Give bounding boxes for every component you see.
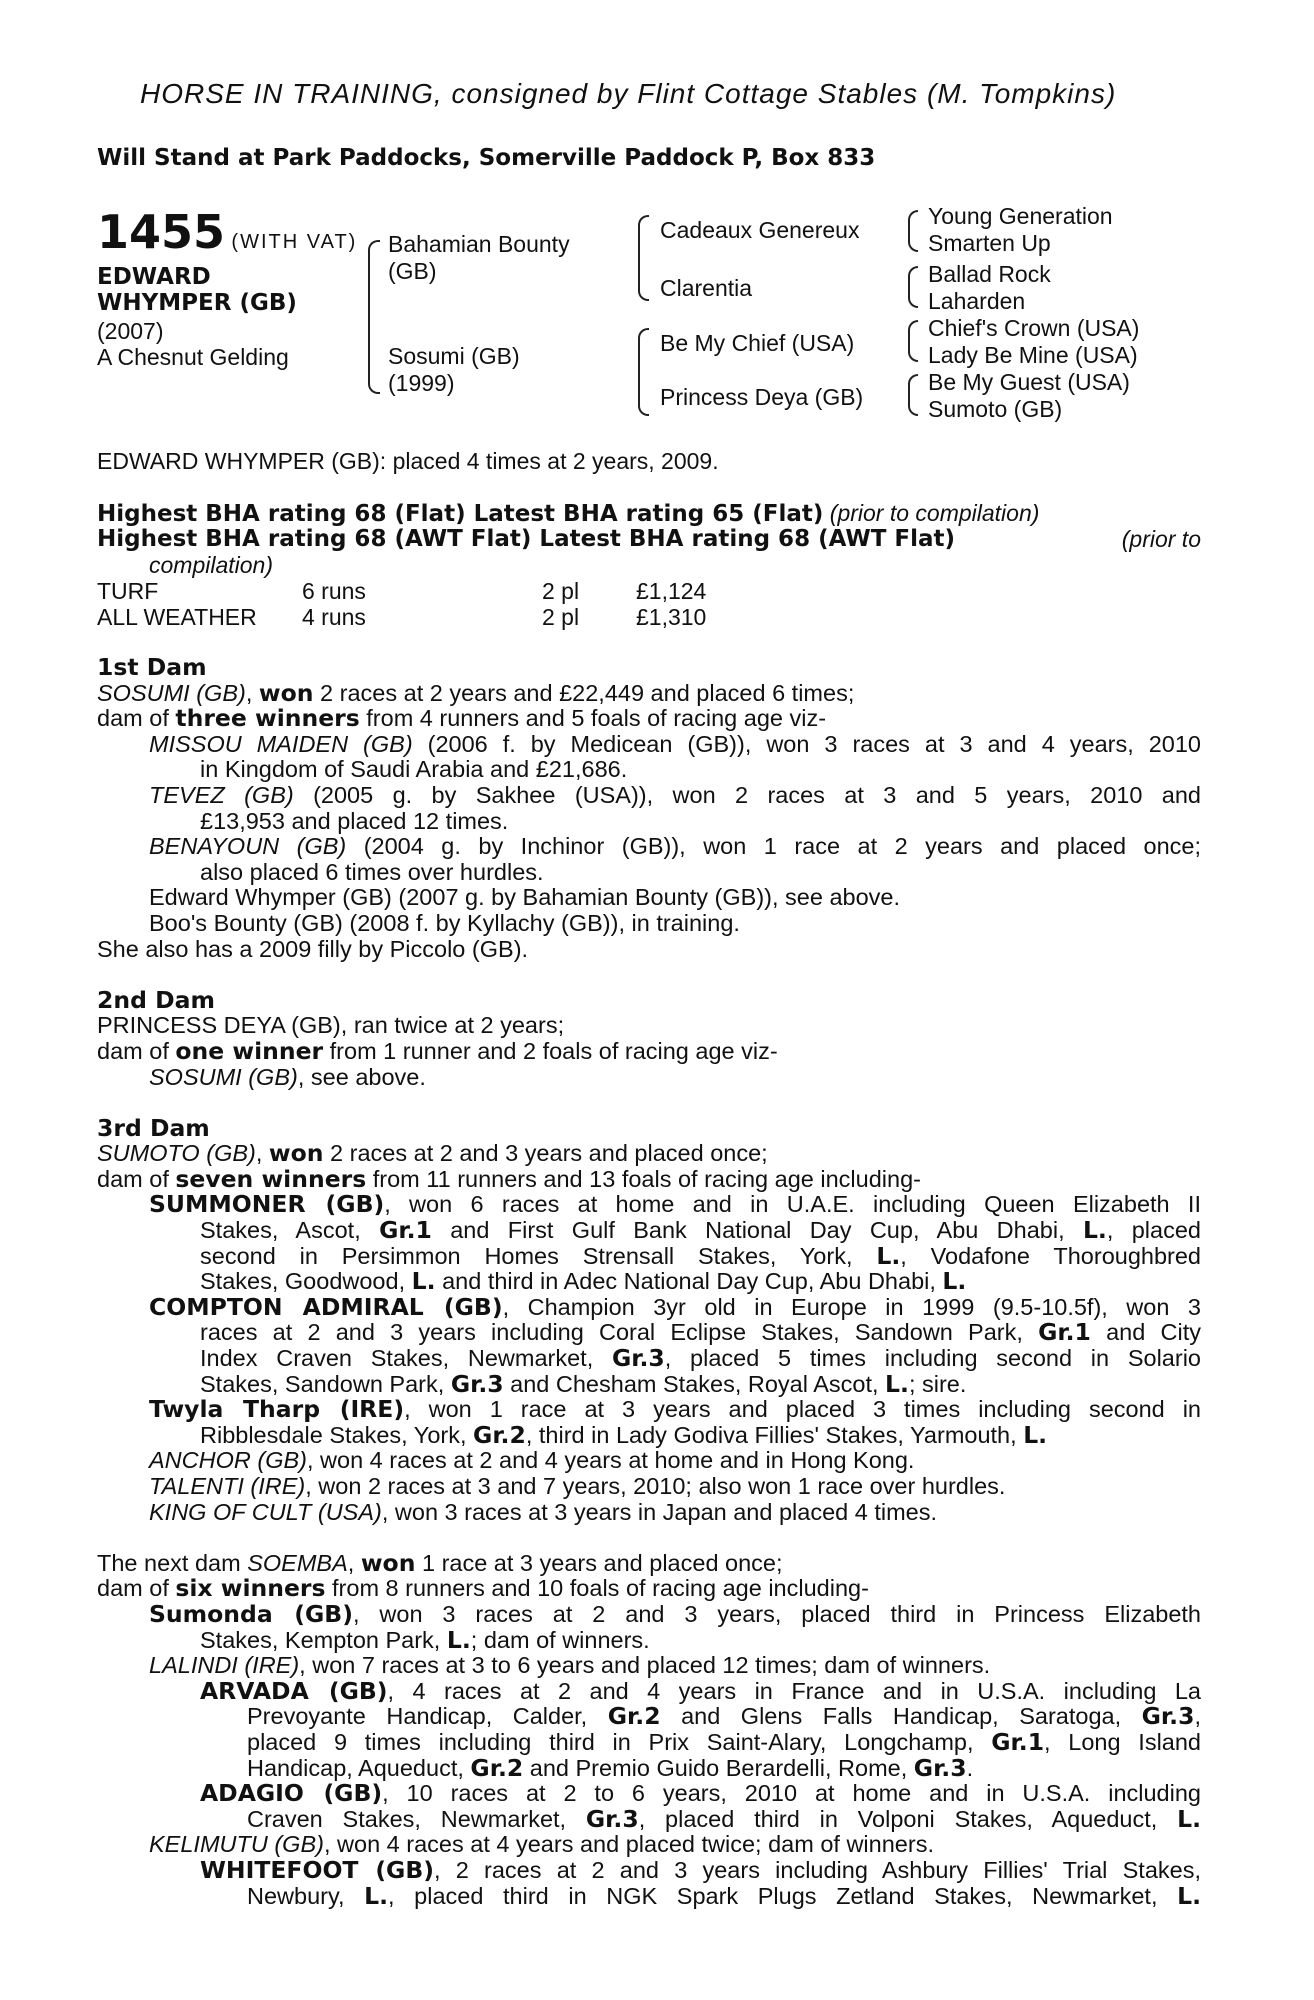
stat-turf-label: TURF xyxy=(97,578,159,604)
pedigree-sire: Bahamian Bounty xyxy=(388,231,570,257)
second-dam-produce: dam of one winner from 1 runner and 2 foals of racing age viz- xyxy=(97,1036,778,1065)
pedigree-brace-sire xyxy=(638,215,649,301)
produce-missou-maiden: MISSOU MAIDEN (GB) (2006 f. by Medicean (GB)), won 3 races at 3 and 4 years, 2010 xyxy=(149,730,1201,757)
stat-aw-placed: 2 pl xyxy=(542,604,580,630)
race-summary: EDWARD WHYMPER (GB): placed 4 times at 2 years, 2009. xyxy=(97,448,719,474)
stat-turf-amount: £1,124 xyxy=(636,578,707,604)
stat-aw-runs: 4 runs xyxy=(302,604,366,630)
pedigree-brace-g3 xyxy=(908,320,918,362)
pedigree-gg1: Young Generation xyxy=(928,203,1113,229)
page-header: HORSE IN TRAINING, consigned by Flint Cottage Stables (M. Tompkins) xyxy=(140,78,1117,109)
second-dam-line: PRINCESS DEYA (GB), ran twice at 2 years; xyxy=(97,1012,565,1039)
next-dam-line: The next dam SOEMBA, won 1 race at 3 years and placed once; xyxy=(97,1548,783,1577)
third-dam-line: SUMOTO (GB), won 2 races at 2 and 3 years and placed once; xyxy=(97,1139,768,1168)
arvada-line4: Handicap, Aqueduct, Gr.2 and Premio Guido Berardelli, Rome, Gr.3. xyxy=(247,1753,974,1782)
produce-tevez: TEVEZ (GB) (2005 g. by Sakhee (USA)), won 2 races at 3 and 5 years, 2010 and xyxy=(149,781,1201,808)
summoner-line3: second in Persimmon Homes Strensall Stakes, York, L., Vodafone Thoroughbred xyxy=(200,1241,1202,1270)
pedigree-brace-g4 xyxy=(908,374,918,416)
produce-tevez-cont: £13,953 and placed 12 times. xyxy=(200,807,509,834)
vat-label: (WITH VAT) xyxy=(231,231,358,253)
arvada-line2: Prevoyante Handicap, Calder, Gr.2 and Glens Falls Handicap, Saratoga, Gr.3, xyxy=(247,1702,1201,1731)
adagio-line1: ADAGIO (GB), 10 races at 2 to 6 years, 2010 at home and in U.S.A. including xyxy=(200,1779,1201,1808)
first-dam-note: She also has a 2009 filly by Piccolo (GB). xyxy=(97,935,529,962)
pedigree-brace-g1 xyxy=(908,210,918,252)
horse-name-line2: WHYMPER (GB) xyxy=(97,290,297,316)
second-dam-heading: 2nd Dam xyxy=(97,985,215,1014)
pedigree-gg8: Sumoto (GB) xyxy=(928,396,1063,422)
rating-flat-text: Highest BHA rating 68 (Flat) Latest BHA rating 65 (Flat) xyxy=(97,501,824,527)
king-of-cult-line: KING OF CULT (USA), won 3 races at 3 years in Japan and placed 4 times. xyxy=(149,1498,938,1525)
produce-benayoun: BENAYOUN (GB) (2004 g. by Inchinor (GB)), won 1 race at 2 years and placed once; xyxy=(149,833,1202,860)
compton-line4: Stakes, Sandown Park, Gr.3 and Chesham Stakes, Royal Ascot, L.; sire. xyxy=(200,1369,967,1398)
arvada-line1: ARVADA (GB), 4 races at 2 and 4 years in France and in U.S.A. including La xyxy=(200,1676,1201,1705)
first-dam-produce: dam of three winners from 4 runners and 5 foals of racing age viz- xyxy=(97,704,827,733)
pedigree-dam: Sosumi (GB) xyxy=(388,343,520,369)
anchor-line: ANCHOR (GB), won 4 races at 2 and 4 years at home and in Hong Kong. xyxy=(149,1447,915,1474)
stand-location: Will Stand at Park Paddocks, Somerville Paddock P, Box 833 xyxy=(97,145,876,171)
lot-number-line xyxy=(97,205,358,259)
pedigree-dam-dam: Princess Deya (GB) xyxy=(660,384,864,410)
stat-aw-amount: £1,310 xyxy=(636,604,707,630)
pedigree-gg7: Be My Guest (USA) xyxy=(928,369,1130,395)
pedigree-dam-sire: Be My Chief (USA) xyxy=(660,330,855,356)
summoner-line4: Stakes, Goodwood, L. and third in Adec National Day Cup, Abu Dhabi, L. xyxy=(200,1267,967,1296)
talenti-line: TALENTI (IRE), won 2 races at 3 and 7 years, 2010; also won 1 race over hurdles. xyxy=(149,1473,1006,1499)
produce-missou-maiden-cont: in Kingdom of Saudi Arabia and £21,686. xyxy=(200,756,628,783)
stat-aw-label: ALL WEATHER xyxy=(97,604,257,630)
rating-awt-note-cont: compilation) xyxy=(149,552,273,578)
pedigree-gg5: Chief's Crown (USA) xyxy=(928,315,1140,341)
third-dam-produce: dam of seven winners from 11 runners and 13 foals of racing age including- xyxy=(97,1164,921,1193)
second-dam-sosumi: SOSUMI (GB), see above. xyxy=(149,1063,426,1090)
whitefoot-line2: Newbury, L., placed third in NGK Spark Plugs Zetland Stakes, Newmarket, L. xyxy=(247,1881,1201,1910)
adagio-line2: Craven Stakes, Newmarket, Gr.3, placed third in Volponi Stakes, Aqueduct, L. xyxy=(247,1804,1201,1833)
pedigree-dam-year: (1999) xyxy=(388,370,455,396)
third-dam-heading: 3rd Dam xyxy=(97,1113,210,1142)
compton-line1: COMPTON ADMIRAL (GB), Champion 3yr old in Europe in 1999 (9.5-10.5f), won 3 xyxy=(149,1292,1201,1321)
twyla-line1: Twyla Tharp (IRE), won 1 race at 3 years and placed 3 times including second in xyxy=(149,1395,1202,1424)
pedigree-sire-sire: Cadeaux Genereux xyxy=(660,217,860,243)
summoner-line2: Stakes, Ascot, Gr.1 and First Gulf Bank National Day Cup, Abu Dhabi, L., placed xyxy=(200,1216,1201,1245)
arvada-line3: placed 9 times including third in Prix Saint-Alary, Longchamp, Gr.1, Long Island xyxy=(247,1727,1201,1756)
horse-name-line1: EDWARD xyxy=(97,264,211,290)
stat-turf-runs: 6 runs xyxy=(302,578,366,604)
rating-awt-note: (prior to xyxy=(1121,526,1201,552)
sumonda-line1: Sumonda (GB), won 3 races at 2 and 3 years, placed third in Princess Elizabeth xyxy=(149,1599,1202,1628)
compton-line2: races at 2 and 3 years including Coral Eclipse Stakes, Sandown Park, Gr.1 and City xyxy=(200,1318,1201,1347)
pedigree-sire-dam: Clarentia xyxy=(660,275,753,301)
horse-year: (2007) xyxy=(97,318,164,344)
rating-flat xyxy=(97,500,1039,527)
lalindi-line: LALINDI (IRE), won 7 races at 3 to 6 years and placed 12 times; dam of winners. xyxy=(149,1652,991,1679)
produce-benayoun-cont: also placed 6 times over hurdles. xyxy=(200,858,544,885)
pedigree-gg6: Lady Be Mine (USA) xyxy=(928,342,1138,368)
twyla-line2: Ribblesdale Stakes, York, Gr.2, third in Lady Godiva Fillies' Stakes, Yarmouth, L. xyxy=(200,1420,1048,1449)
dam-history xyxy=(97,655,1201,1909)
stat-turf-placed: 2 pl xyxy=(542,578,580,604)
rating-awt-text: Highest BHA rating 68 (AWT Flat) Latest BHA rating 68 (AWT Flat) xyxy=(97,526,956,552)
first-dam-heading: 1st Dam xyxy=(97,653,207,681)
next-dam-produce: dam of six winners from 8 runners and 10 foals of racing age including- xyxy=(97,1574,869,1603)
lot-number: 1455 xyxy=(97,205,226,259)
rating-flat-note: (prior to compilation) xyxy=(829,500,1040,526)
first-dam-line: SOSUMI (GB), won 2 races at 2 years and £22,449 and placed 6 times; xyxy=(97,678,855,707)
rating-awt xyxy=(97,526,1201,552)
summoner-line1: SUMMONER (GB), won 6 races at home and in U.A.E. including Queen Elizabeth II xyxy=(149,1190,1201,1219)
pedigree-gg2: Smarten Up xyxy=(928,230,1051,256)
pedigree-brace-dam xyxy=(638,328,649,416)
pedigree-gg3: Ballad Rock xyxy=(928,261,1051,287)
pedigree-brace-main xyxy=(368,240,380,394)
horse-description: A Chesnut Gelding xyxy=(97,344,289,370)
compton-line3: Index Craven Stakes, Newmarket, Gr.3, placed 5 times including second in Solario xyxy=(200,1344,1201,1373)
pedigree-brace-g2 xyxy=(908,266,918,308)
kelimutu-line: KELIMUTU (GB), won 4 races at 4 years and placed twice; dam of winners. xyxy=(149,1831,934,1858)
whitefoot-line1: WHITEFOOT (GB), 2 races at 2 and 3 years including Ashbury Fillies' Trial Stakes, xyxy=(200,1855,1201,1884)
produce-edward-whymper: Edward Whymper (GB) (2007 g. by Bahamian Bounty (GB)), see above. xyxy=(149,884,901,911)
pedigree-gg4: Laharden xyxy=(928,288,1026,314)
produce-boos-bounty: Boo's Bounty (GB) (2008 f. by Kyllachy (GB)), in training. xyxy=(149,909,740,936)
pedigree-sire-suffix: (GB) xyxy=(388,258,437,284)
sumonda-line2: Stakes, Kempton Park, L.; dam of winners. xyxy=(200,1625,650,1654)
